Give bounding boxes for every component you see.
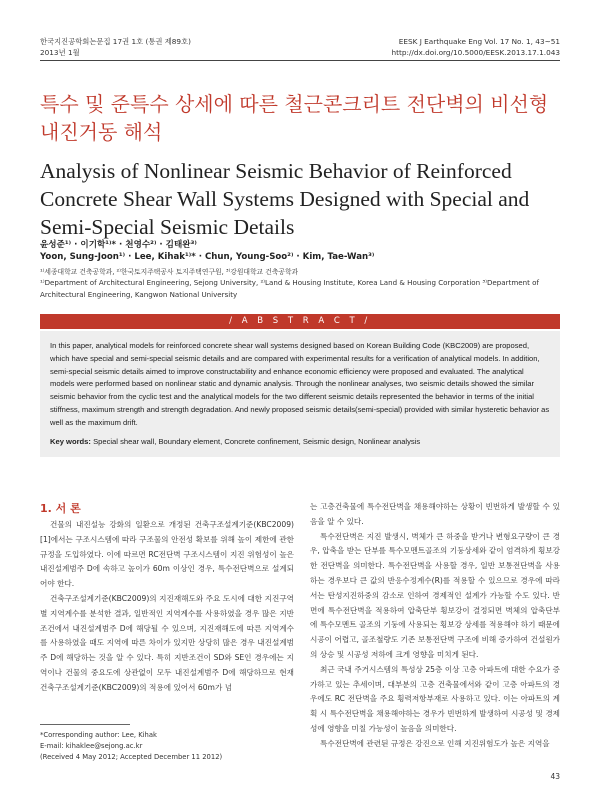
title-korean: 특수 및 준특수 상세에 따른 철근콘크리트 전단벽의 비선형 내진거동 해석 [40,92,549,144]
author-email[interactable]: E-mail: kihaklee@sejong.ac.kr [40,742,143,750]
authors-english: Yoon, Sung-Joon¹⁾ · Lee, Kihak¹⁾* · Chun, Young-Soo²⁾ · Kim, Tae-Wan³⁾ [40,252,375,262]
journal-citation-en: EESK J Earthquake Eng Vol. 17 No. 1, 43~51 [398,37,560,46]
header-divider [40,60,560,61]
keywords-label: Key words: [50,437,91,446]
journal-name-ko: 한국지진공학회논문집 17권 1호 (통권 제89호) [40,37,191,46]
journal-header-left [40,37,191,58]
abstract-banner [40,314,560,329]
page-number: 43 [550,772,560,781]
corresponding-author: *Corresponding author: Lee, Kihak [40,731,157,739]
section-heading-introduction: 1. 서 론 [40,502,81,515]
body-paragraph: 특수전단벽은 지진 발생시, 벽체가 큰 하중을 받거나 변형요구량이 큰 경우, 압축을 받는 단부를 특수모멘트골조의 기둥상세와 같이 엄격하게 횡보강한 전단벽을 의미한다. 특수전단벽을 사용할 경우, 일반 보통전단벽을 사용하는 경우보다 큰 값의 반응수정계수(R)를 적용할 수 있으므로 경우에 따라서는 탄성지진하중의 감소로 인하여 경제적인 설계가 가능할 수도 있다. 반면에 특수전단벽을 적용하여 압축단부 횡보강이 결정되면 벽체의 압축단부에 특수모멘트 골조의 기둥에 사용되는 횡보강 상세를 적용해야 하기 때문에 시공이 어렵고, 골조철량도 기존 보통전단벽 구조에 비해 증가하여 건설원가의 상승 및 시공성 저하에 크게 영향을 미치게 된다. [310,531,560,659]
keywords-line [50,437,550,446]
keywords-list: Special shear wall, Boundary element, Concrete confinement, Seismic design, Nonlinear analysis [93,437,421,446]
abstract-text: In this paper, analytical models for reinforced concrete shear wall systems designed based on Korean Building Code (KBC2009) are proposed, which have special and semi-special seismic details and are compared with experimental results for a verification of analytical models. In addition, semi-special seismic details aimed to improve constructability and enhance economic efficiency were proposed and evaluated. The analytical models were performed based on nonlinear static and dynamic analysis. Through the nonlinear analyses, two seismic details showed the similar seismic behavior from the cyclic test and the analytical models for the two different seismic details represented the behavior in terms of the initial stiffness, maximum strength and strength degradation. And newly proposed seismic details(semi-special) provided with similar hysteretic behavior as well as the maximum drift. [50,341,550,427]
footnote [40,730,294,763]
received-dates: (Received 4 May 2012; Accepted December 11 2012) [40,753,223,761]
title-english: Analysis of Nonlinear Seismic Behavior of Reinforced Concrete Shear Wall Systems Designed with Special and Semi-Special Seismic Details [40,159,530,239]
body-paragraph: 는 고층건축물에 특수전단벽을 채용해야하는 상황이 빈번하게 발생할 수 있음을 알 수 있다. [310,502,560,526]
doi-link[interactable]: http://dx.doi.org/10.5000/EESK.2013.17.1.043 [391,47,560,57]
affiliations-english: ¹⁾Department of Architectural Engineering, Sejong University, ²⁾Land & Housing Institute, Korea Land & Housing Corporation ³⁾Department of Architectural Engineering, Kangwon National University [40,278,539,299]
affiliations-korean: ¹⁾세종대학교 건축공학과, ²⁾한국토지주택공사 토지주택연구원, ³⁾강원대학교 건축공학과 [40,268,299,276]
issue-date-ko: 2013년 1월 [40,47,80,57]
body-column-right [310,500,560,752]
body-paragraph: 특수전단벽에 관련된 규정은 강진으로 인해 지진위험도가 높은 지역을 [320,738,550,748]
authors-korean: 윤성준¹⁾ · 이기학¹⁾* · 천영수²⁾ · 김태완³⁾ [40,240,197,250]
body-paragraph: 최근 국내 주거시스템의 특성상 25층 이상 고층 아파트에 대한 수요가 증가하고 있는 추세이며, 대부분의 고층 건축물에서와 같이 고층 아파트의 경우에도 RC 전단벽을 주요 횡력저항부재로 사용하고 있다. 이는 아파트의 계획 시 특수전단벽을 채용해야하는 경우가 빈번하게 발생하여 시공성 및 경제성에 영향을 미칠 가능성이 높음을 의미한다. [310,664,560,733]
footnote-divider [40,724,130,725]
body-paragraph: 건축구조설계기준(KBC2009)의 지진재해도와 주요 도시에 대한 지진구역별 지역계수를 분석한 결과, 일반적인 지역계수를 사용하였을 경우 많은 지반조건에서 내진설계범주 D에 해당될 수 있으며, 지진재해도에 따른 지역계수를 사용하였을 때도 지역에 따른 차이가 있지만 상당히 많은 경우 내진설계범주 D에 해당하는 것을 알 수 있다. 특히 지반조건이 SD와 SE인 경우에는 지역이나 건물의 중요도에 상관없이 모두 내진설계범주 D에 해당하므로 현재 건축구조설계기준(KBC2009)의 적용에 있어서 60m가 넘 [40,593,294,692]
body-column-left [40,518,294,696]
journal-header-right [392,37,560,58]
body-paragraph: 건물의 내진설능 강화의 일환으로 개정된 건축구조설계기준(KBC2009) [1]에서는 구조시스템에 따라 구조물의 안전성 확보를 위해 높이 제한에 관한 규정을 도입하였다. 이에 따르면 RC전단벽 구조시스템이 지진 위험성이 높은 내진설계범주 D에 속하고 높이가 60m 이상인 경우, 특수전단벽으로 설계되어야 한다. [40,520,294,589]
abstract-label: / A B S T R A C T / [229,316,371,326]
